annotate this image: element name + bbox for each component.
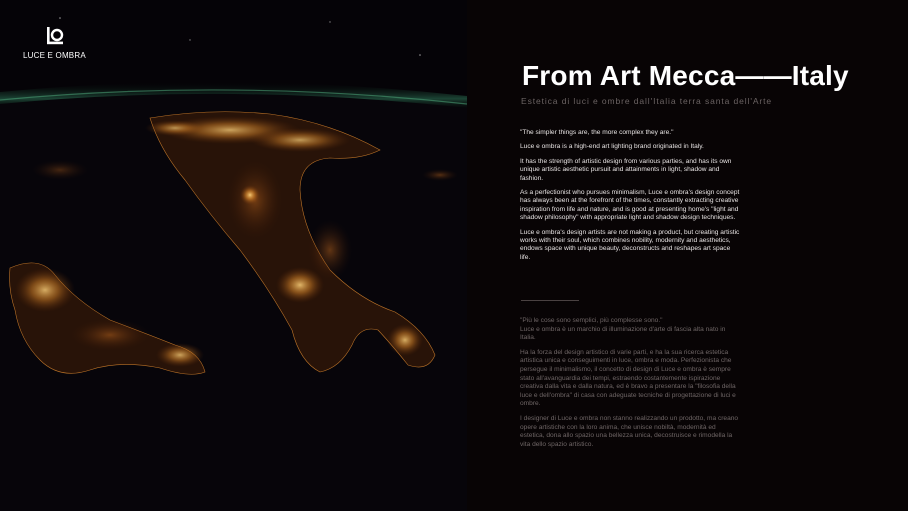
english-description — [520, 129, 740, 268]
english-paragraph: Luce e ombra is a high-end art lighting brand originated in Italy. — [520, 143, 704, 151]
section-divider — [521, 300, 579, 301]
italian-paragraph: Ha la forza del design artistico di varie parti, e ha la sua ricerca estetica artistica unica e conseguimenti in luce, ombra e moda. Perfezionista che persegue il minimalismo, il concetto di design di Luce e ombra è sempre stato all'avanguardia dei tempi, estraendo costantemente ispirazione creativa dalla vita e dalla natura, ed è bravo a presentare la "filosofia della luce e dell'ombra" di casa con adeguate tecniche di progettazione di luci e ombre. — [520, 348, 736, 408]
english-paragraph: As a perfectionist who pursues minimalism, Luce e ombra's design concept has always been at the forefront of the times, constantly extracting creative inspiration from life and nature, and is good at presenting home's "light and shadow philosophy" with appropriate light and shadow design techniques. — [520, 189, 740, 222]
text-panel — [467, 0, 908, 511]
english-paragraph: "The simpler things are, the more complex they are." — [520, 129, 674, 136]
brand-logo[interactable] — [23, 26, 86, 60]
italian-paragraph: "Più le cose sono semplici, più complesse sono." Luce e ombra è un marchio di illuminazione d'arte di fascia alta nato in Italia. — [520, 317, 726, 342]
english-paragraph: Luce e ombra's design artists are not making a product, but creating artistic works with their soul, which combines nobility, modernity and aesthetics, endows space with unique beauty, deconstructs and reshapes art space life. — [520, 228, 740, 261]
italian-paragraph: I designer di Luce e ombra non stanno realizzando un prodotto, ma creano opere artistiche con la loro anima, che unisce nobiltà, modernità ed estetica, dona allo spazio una bellezza unica, decostruisce e rimodella la vita dello spazio artistico. — [520, 414, 739, 448]
english-paragraph: It has the strength of artistic design from various parties, and has its own unique artistic aesthetic pursuit and attainments in light, shadow and fashion. — [520, 157, 732, 182]
italian-description — [520, 317, 740, 455]
brand-name: LUCE E OMBRA — [23, 51, 86, 60]
page-title: From Art Mecca——Italy — [522, 60, 849, 91]
lo-logo-icon — [44, 26, 66, 48]
page-subtitle: Estetica di luci e ombre dall'Italia terra santa dell'Arte — [521, 96, 773, 106]
